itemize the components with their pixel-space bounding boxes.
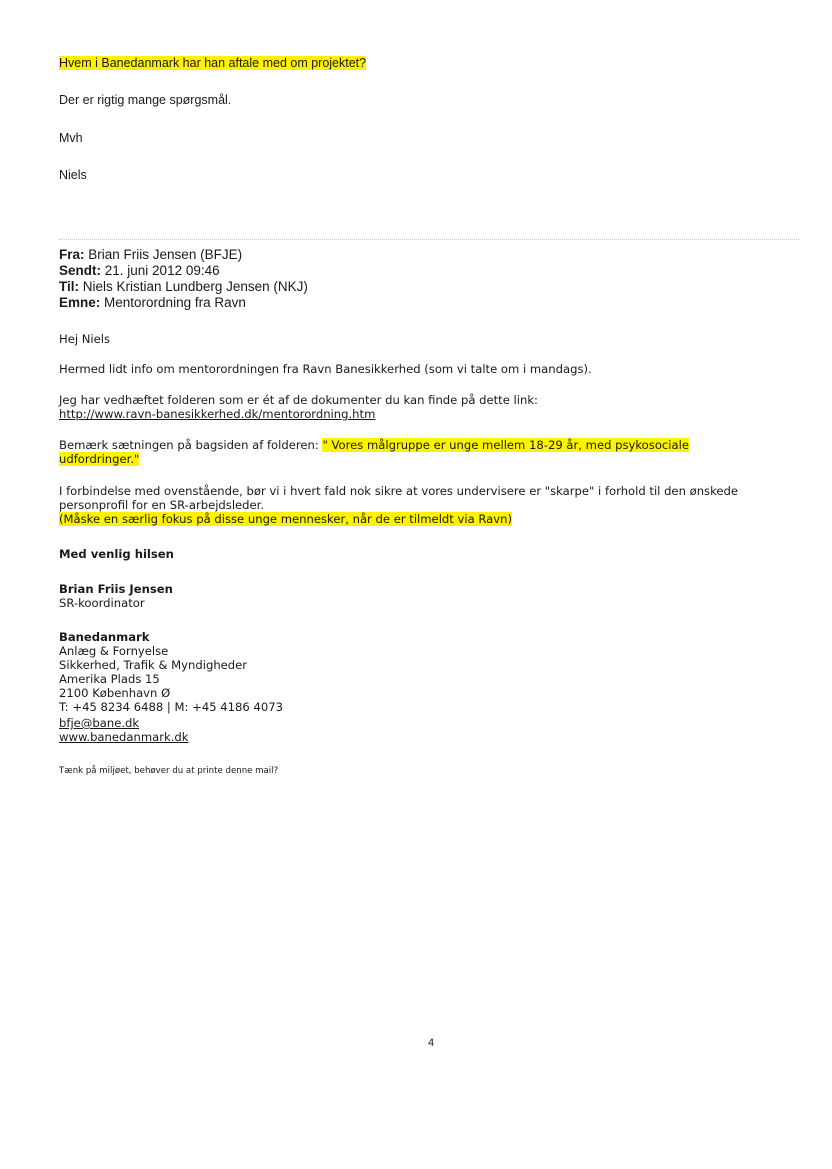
signature-web-link[interactable]: www.banedanmark.dk (59, 730, 189, 744)
greeting: Hej Niels (59, 332, 111, 346)
paragraph-profile-line1: I forbindelse med ovenstående, bør vi i hvert fald nok sikre at vores undervisere er "skarpe" i forhold til den ønskede (59, 484, 739, 498)
highlighted-focus-note: (Måske en særlig fokus på disse unge mennesker, når de er tilmeldt via Ravn) (59, 512, 513, 526)
header-from (59, 247, 242, 263)
sent-label: Sendt: (59, 263, 101, 278)
header-to (59, 279, 308, 295)
signature-email-line (59, 716, 139, 730)
questions-remark: Der er rigtig mange spørgsmål. (59, 93, 232, 107)
signature-web-line (59, 730, 188, 744)
paragraph-quote-line2 (59, 452, 139, 466)
to-label: Til: (59, 279, 79, 294)
header-sent (59, 263, 220, 279)
quote-intro: Bemærk sætningen på bagsiden af folderen: (59, 438, 323, 452)
signature-city: 2100 København Ø (59, 686, 171, 700)
signature-street: Amerika Plads 15 (59, 672, 160, 686)
subject-label: Emne: (59, 295, 101, 310)
signature-company: Banedanmark (59, 630, 150, 644)
question-line (59, 56, 366, 70)
paragraph-profile-line2: personprofil for en SR-arbejdsleder. (59, 498, 265, 512)
header-subject (59, 295, 246, 311)
eco-note: Tænk på miljøet, behøver du at printe denne mail? (59, 766, 279, 776)
signature-dept1: Anlæg & Fornyelse (59, 644, 169, 658)
closing: Med venlig hilsen (59, 547, 174, 561)
sent-value: 21. juni 2012 09:46 (104, 263, 220, 278)
to-value: Niels Kristian Lundberg Jensen (NKJ) (82, 279, 308, 294)
paragraph-attachment: Jeg har vedhæftet folderen som er ét af de dokumenter du kan finde på dette link: (59, 393, 538, 407)
signature-phone: T: +45 8234 6488 | M: +45 4186 4073 (59, 700, 283, 714)
paragraph-quote-line1 (59, 438, 689, 452)
paragraph-profile-line3 (59, 512, 512, 526)
regards: Mvh (59, 131, 83, 145)
highlighted-quote-part2: udfordringer." (59, 452, 140, 466)
from-label: Fra: (59, 247, 85, 262)
page-number: 4 (428, 1037, 435, 1049)
highlighted-quote-part1: " Vores målgruppe er unge mellem 18-29 år, med psykosociale (322, 438, 689, 452)
separator-line (59, 239, 799, 240)
mentor-link[interactable]: http://www.ravn-banesikkerhed.dk/mentorordning.htm (59, 407, 376, 421)
signature-email-link[interactable]: bfje@bane.dk (59, 716, 140, 730)
subject-value: Mentorordning fra Ravn (104, 295, 246, 310)
signature-dept2: Sikkerhed, Trafik & Myndigheder (59, 658, 248, 672)
signature-title: SR-koordinator (59, 596, 145, 610)
highlighted-question: Hvem i Banedanmark har han aftale med om projektet? (59, 56, 367, 70)
paragraph-intro: Hermed lidt info om mentorordningen fra Ravn Banesikkerhed (som vi talte om i mandags). (59, 362, 592, 376)
from-value: Brian Friis Jensen (BFJE) (88, 247, 243, 262)
mentor-link-line (59, 407, 375, 421)
sender-name: Niels (59, 168, 87, 182)
signature-name: Brian Friis Jensen (59, 582, 173, 596)
